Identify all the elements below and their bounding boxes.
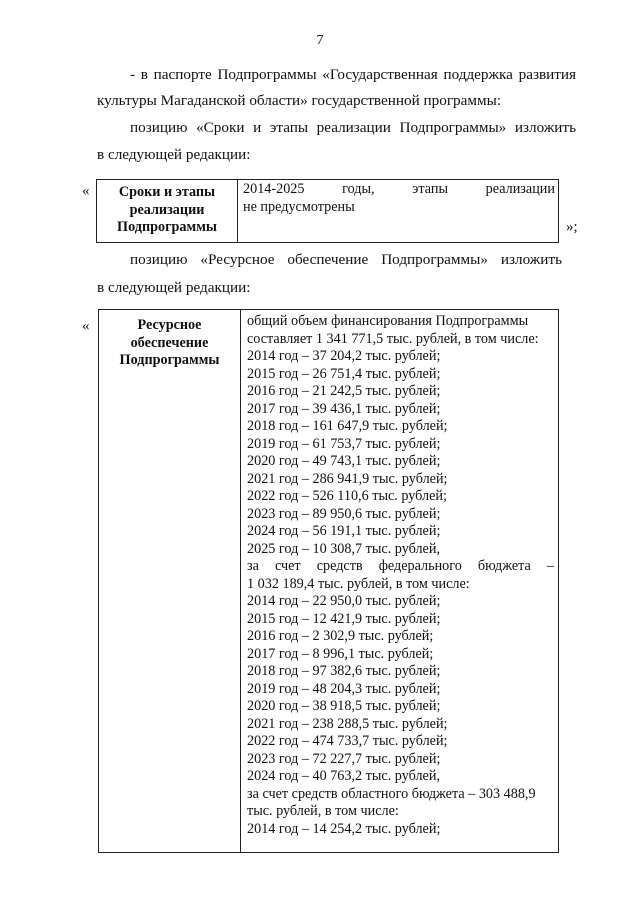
federal-year-line: 2014 год – 22 950,0 тыс. рублей;	[247, 593, 441, 609]
timeline-label-line: реализации	[129, 201, 205, 218]
federal-year-line: 2024 год – 40 763,2 тыс. рублей,	[247, 768, 440, 784]
funding-year-line: 2023 год – 89 950,6 тыс. рублей;	[247, 505, 441, 522]
table2-open-quote: «	[82, 318, 90, 334]
federal-budget-line: за счет средств федерального бюджета –	[247, 558, 554, 574]
intro-line-2: культуры Магаданской области» государственной программы:	[97, 92, 502, 109]
federal-year-line: 2020 год – 38 918,5 тыс. рублей;	[247, 698, 441, 714]
funding-label-line: Ресурсное	[137, 317, 202, 333]
funding-year-line: 2015 год – 26 751,4 тыс. рублей;	[247, 365, 441, 382]
funding-year-line: 2014 год – 37 204,2 тыс. рублей;	[247, 348, 441, 364]
funding-year-line: 2020 год – 49 743,1 тыс. рублей;	[247, 453, 441, 469]
funding-year-line: 2022 год – 526 110,6 тыс. рублей;	[247, 488, 447, 504]
federal-year-line: 2018 год – 97 382,6 тыс. рублей;	[247, 663, 441, 679]
funding-year-line: 2019 год – 61 753,7 тыс. рублей;	[247, 435, 441, 452]
funding-total-line: общий объем финансирования Подпрограммы	[247, 313, 529, 329]
table1-open-quote: «	[82, 183, 90, 199]
timeline-label-cell	[97, 180, 238, 243]
timeline-label-line: Подпрограммы	[117, 219, 217, 235]
funding-year-line: 2021 год – 286 941,9 тыс. рублей;	[247, 470, 448, 487]
table1-close-quote: »;	[566, 219, 578, 235]
federal-year-line: 2015 год – 12 421,9 тыс. рублей;	[247, 610, 441, 627]
funding-year-line: 2016 год – 21 242,5 тыс. рублей;	[247, 383, 441, 399]
federal-year-line: 2019 год – 48 204,3 тыс. рублей;	[247, 680, 441, 697]
intro-line-3: позицию «Сроки и этапы реализации Подпрограммы» изложить	[130, 119, 576, 136]
funding-label-cell	[99, 310, 241, 853]
page-number: 7	[316, 33, 324, 48]
federal-year-line: 2021 год – 238 288,5 тыс. рублей;	[247, 715, 448, 732]
funding-label-line: Подпрограммы	[119, 352, 220, 368]
timeline-label-line: Сроки и этапы	[118, 184, 216, 200]
regional-budget-line: за счет средств областного бюджета – 303 488,9	[247, 785, 536, 802]
funding-year-line: 2025 год – 10 308,7 тыс. рублей,	[247, 540, 440, 557]
federal-year-line: 2017 год – 8 996,1 тыс. рублей;	[247, 645, 434, 662]
funding-table	[98, 309, 559, 853]
timeline-value-cell	[238, 180, 559, 243]
federal-year-line: 2023 год – 72 227,7 тыс. рублей;	[247, 750, 441, 767]
funding-label-line: обеспечение	[130, 334, 209, 351]
federal-year-line: 2022 год – 474 733,7 тыс. рублей;	[247, 733, 448, 749]
funding-year-line: 2024 год – 56 191,1 тыс. рублей;	[247, 523, 441, 539]
federal-year-line: 2016 год – 2 302,9 тыс. рублей;	[247, 628, 434, 644]
timeline-table	[96, 179, 559, 243]
funding-year-line: 2017 год – 39 436,1 тыс. рублей;	[247, 400, 441, 417]
federal-budget-line: 1 032 189,4 тыс. рублей, в том числе:	[247, 575, 470, 592]
funding-year-line: 2018 год – 161 647,9 тыс. рублей;	[247, 418, 448, 434]
intro-line-1: - в паспорте Подпрограммы «Государственная поддержка развития	[130, 66, 576, 83]
middle-line-2: в следующей редакции:	[97, 279, 251, 296]
regional-budget-line: тыс. рублей, в том числе:	[247, 803, 399, 819]
regional-year-line: 2014 год – 14 254,2 тыс. рублей;	[247, 820, 441, 837]
timeline-value-line: 2014-2025 годы, этапы реализации	[243, 181, 555, 197]
timeline-value-line: не предусмотрены	[243, 198, 355, 215]
funding-total-line: составляет 1 341 771,5 тыс. рублей, в том числе:	[247, 330, 539, 347]
funding-value-cell	[241, 310, 559, 853]
middle-line-1: позицию «Ресурсное обеспечение Подпрограммы» изложить	[130, 251, 562, 268]
intro-line-4: в следующей редакции:	[97, 146, 251, 163]
